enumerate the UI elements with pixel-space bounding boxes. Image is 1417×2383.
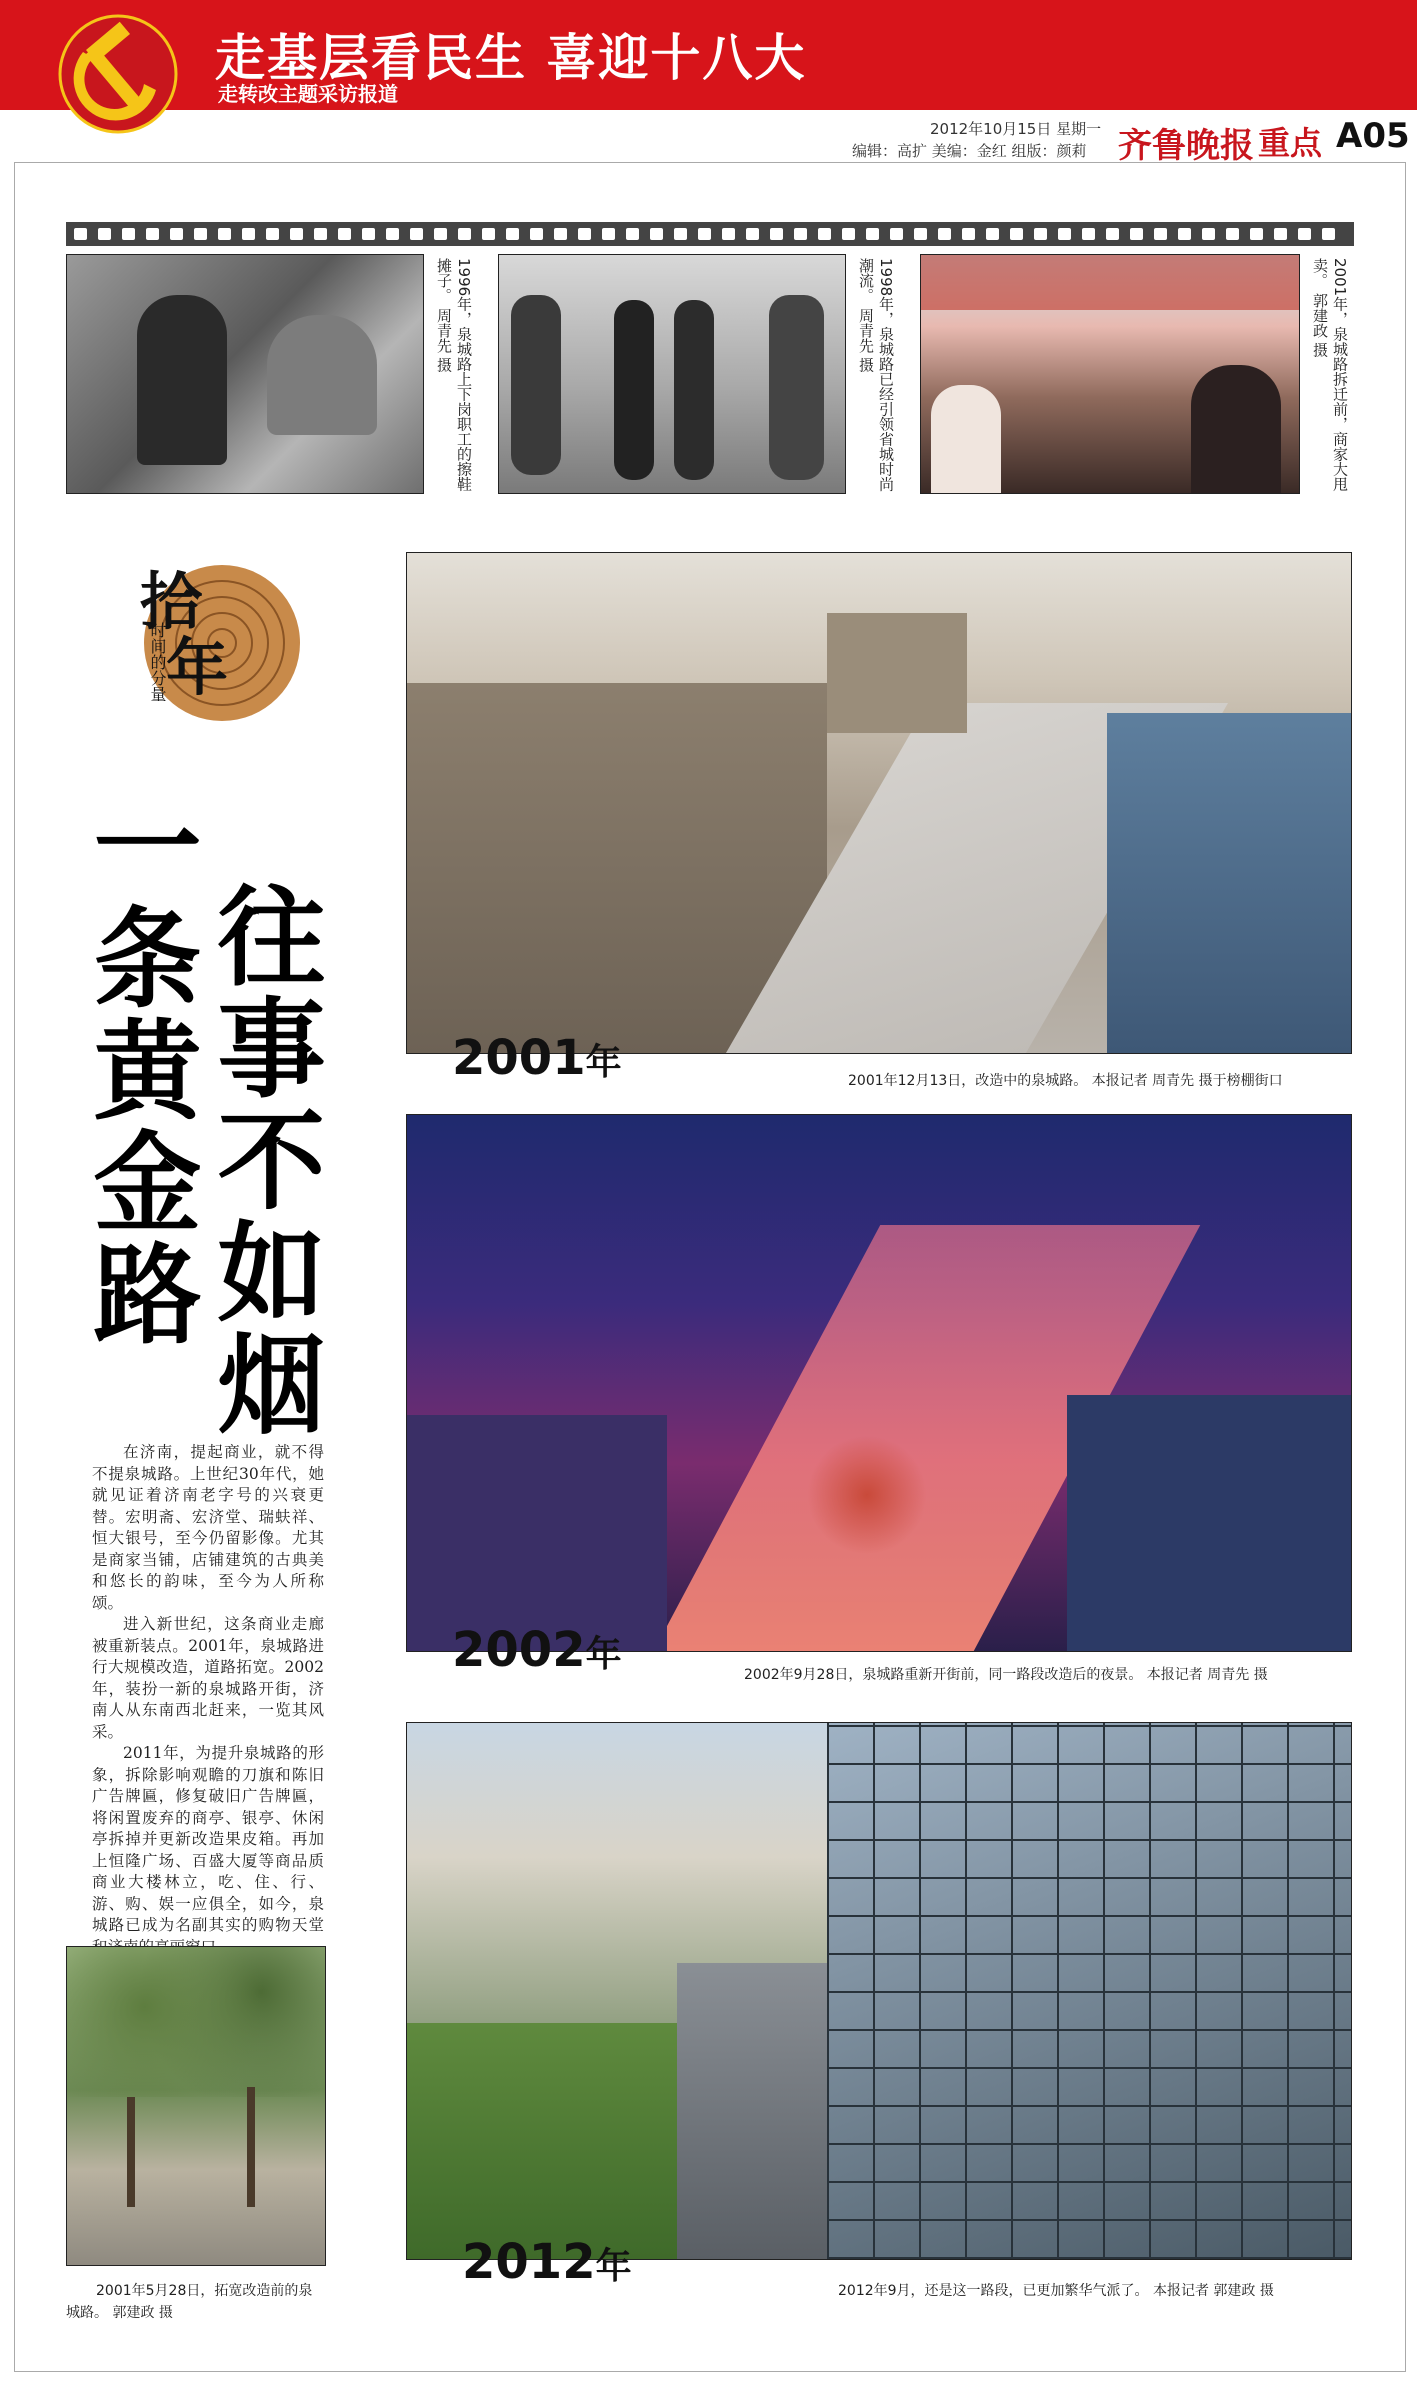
tree-lined-street-photo: [66, 1946, 326, 2266]
night-street-photo: [406, 1114, 1352, 1652]
caption-2001: 2001年12月13日，改造中的泉城路。 本报记者 周青先 摄于榜棚街口: [848, 1073, 1283, 1089]
film-sprocket: [578, 228, 591, 240]
film-sprocket: [650, 228, 663, 240]
article-paragraph: 在济南，提起商业，就不得不提泉城路。上世纪30年代，她就见证着济南老字号的兴衰更替。宏明斋、宏济堂、瑞蚨祥、恒大银号，至今仍留影像。尤其是商家当铺，店铺建筑的古典美和悠长的韵味，至今为人所称颂。: [92, 1443, 324, 1612]
bottom-left-caption-1: 2001年5月28日，拓宽改造前的泉: [96, 2283, 313, 2299]
sale-crowd-photo: [920, 254, 1300, 494]
film-sprocket: [242, 228, 255, 240]
film-sprocket: [1298, 228, 1311, 240]
film-strip: [66, 222, 1354, 246]
article-body: [92, 1442, 324, 2003]
photo-caption-2001-sale: 2001年，泉城路拆迁前，商家大甩卖。 郭建政 摄: [1311, 258, 1349, 492]
logo-char-shi: 拾: [140, 565, 203, 638]
headline-line-2: 一条黄金路: [75, 790, 200, 1350]
film-sprocket: [626, 228, 639, 240]
film-sprocket: [434, 228, 447, 240]
film-sprocket: [146, 228, 159, 240]
banner-title: 走基层看民生 喜迎十八大: [215, 29, 807, 87]
hammer-sickle-emblem-icon: [48, 12, 188, 142]
film-sprocket: [1250, 228, 1263, 240]
film-sprocket: [362, 228, 375, 240]
film-sprocket: [962, 228, 975, 240]
photo-caption-1996: 1996年，泉城路上下岗职工的擦鞋摊子。 周青先 摄: [435, 258, 473, 492]
film-sprocket: [530, 228, 543, 240]
film-sprocket: [98, 228, 111, 240]
film-sprocket: [1322, 228, 1335, 240]
film-sprocket: [818, 228, 831, 240]
film-sprocket: [314, 228, 327, 240]
year-label-2002: 2002年: [452, 1622, 622, 1678]
film-sprocket: [122, 228, 135, 240]
film-sprocket: [506, 228, 519, 240]
film-sprocket: [1010, 228, 1023, 240]
banner-subtitle: 走转改主题采访报道: [218, 82, 398, 106]
film-sprocket: [842, 228, 855, 240]
article-paragraph: 进入新世纪，这条商业走廊被重新装点。2001年，泉城路进行大规模改造，道路拓宽。2002年，装扮一新的泉城路开街，济南人从东南西北赶来，一览其风采。: [92, 1615, 324, 1741]
film-sprocket: [170, 228, 183, 240]
newspaper-masthead: 齐鲁晚报: [1118, 126, 1254, 166]
film-sprocket: [386, 228, 399, 240]
year-label-2012: 2012年: [462, 2234, 632, 2290]
staff-credits: 编辑：高扩 美编：金红 组版：颜莉: [852, 142, 1087, 160]
film-sprocket: [866, 228, 879, 240]
caption-2012: 2012年9月，还是这一路段，已更加繁华气派了。 本报记者 郭建政 摄: [838, 2283, 1274, 2299]
article-paragraph: 2011年，为提升泉城路的形象，拆除影响观瞻的刀旗和陈旧广告牌匾，修复破旧广告牌匾，将闲置废弃的商亭、银亭、休闲亭拆掉并更新改造果皮箱。再加上恒隆广场、百盛大厦等商品质商业大楼林立，吃、住、行、游、购、娱一应俱全，如今，泉城路已成为名副其实的购物天堂: [92, 1744, 324, 1934]
film-sprocket: [1154, 228, 1167, 240]
film-sprocket: [1130, 228, 1143, 240]
film-sprocket: [1106, 228, 1119, 240]
film-sprocket: [482, 228, 495, 240]
logo-char-nian: 年: [166, 631, 229, 704]
film-sprocket: [1178, 228, 1191, 240]
film-sprocket: [674, 228, 687, 240]
film-sprocket: [794, 228, 807, 240]
section-name: 重点: [1258, 124, 1323, 162]
modern-street-photo: [406, 1722, 1352, 2260]
film-sprocket: [914, 228, 927, 240]
film-sprocket: [1058, 228, 1071, 240]
film-sprocket: [770, 228, 783, 240]
film-sprocket: [338, 228, 351, 240]
film-sprocket: [1226, 228, 1239, 240]
film-sprocket: [266, 228, 279, 240]
film-sprocket: [890, 228, 903, 240]
shoe-shine-photo: [66, 254, 424, 494]
film-sprocket: [1082, 228, 1095, 240]
film-sprocket: [602, 228, 615, 240]
film-sprocket: [194, 228, 207, 240]
film-sprocket: [554, 228, 567, 240]
film-sprocket: [698, 228, 711, 240]
film-sprocket: [722, 228, 735, 240]
film-sprocket: [458, 228, 471, 240]
logo-tagline: 时间的分量: [148, 622, 167, 702]
caption-2002: 2002年9月28日，泉城路重新开街前，同一路段改造后的夜景。 本报记者 周青先 摄: [744, 1667, 1268, 1683]
film-sprocket: [746, 228, 759, 240]
film-sprocket: [986, 228, 999, 240]
film-sprocket: [410, 228, 423, 240]
bottom-left-caption-2: 城路。 郭建政 摄: [66, 2305, 173, 2321]
year-label-2001: 2001年: [452, 1030, 622, 1086]
photo-caption-1998: 1998年，泉城路已经引领省城时尚潮流。 周青先 摄: [857, 258, 895, 492]
film-sprocket: [218, 228, 231, 240]
construction-street-photo: [406, 552, 1352, 1054]
film-sprocket: [1202, 228, 1215, 240]
film-sprocket: [1034, 228, 1047, 240]
film-sprocket: [74, 228, 87, 240]
page-number: A05: [1336, 116, 1410, 156]
street-pedestrians-photo: [498, 254, 846, 494]
film-sprocket: [290, 228, 303, 240]
issue-date: 2012年10月15日 星期一: [930, 120, 1102, 138]
film-sprocket: [938, 228, 951, 240]
film-sprocket: [1274, 228, 1287, 240]
headline-line-1: 往事不如烟: [199, 880, 324, 1440]
